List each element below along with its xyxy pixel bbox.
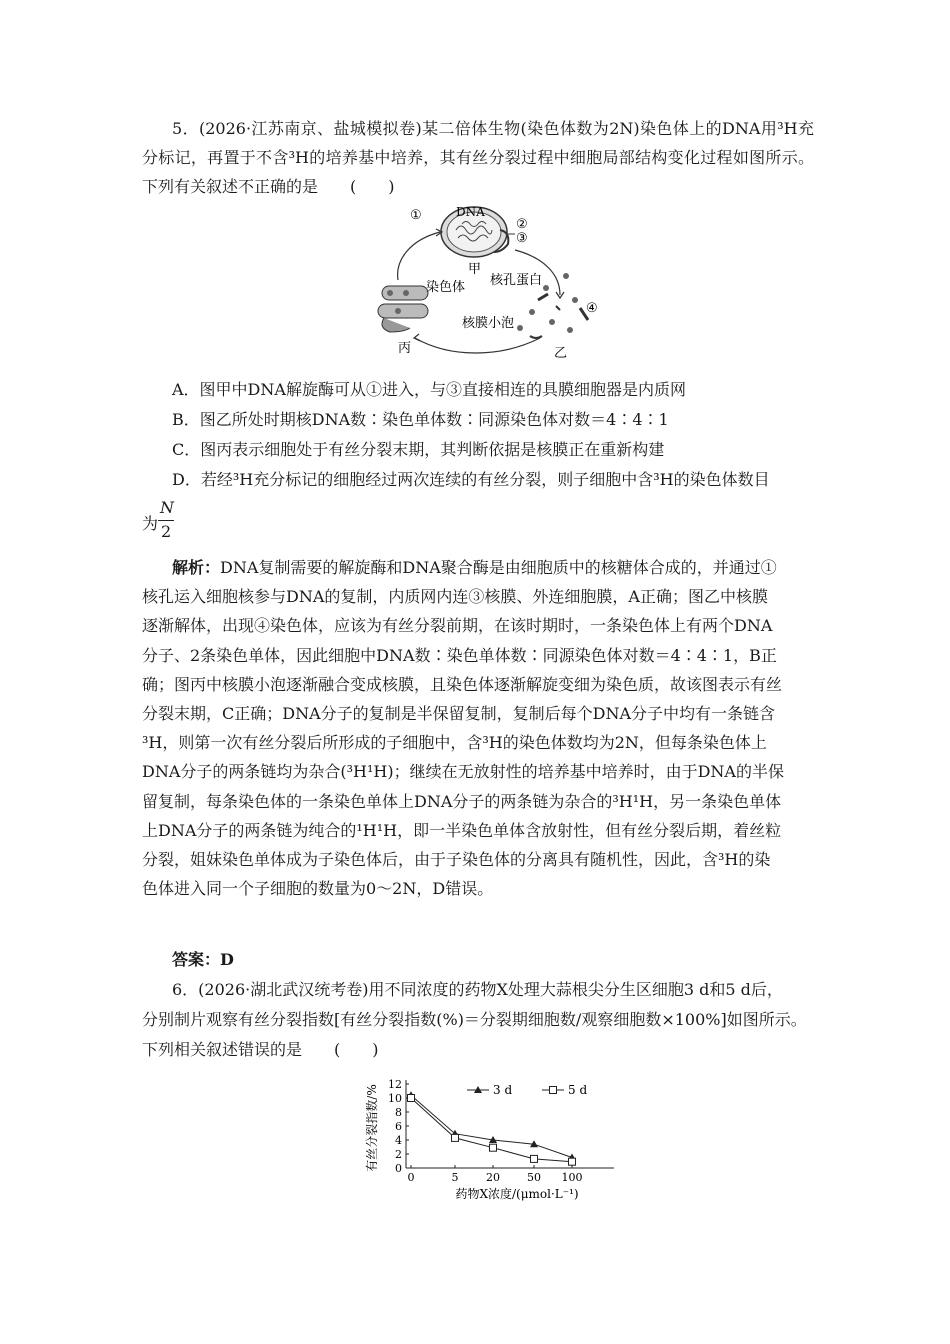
data-point-5d [569,1158,576,1165]
q5-answer: 答案：D [172,950,234,969]
analysis-label: 解析： [172,558,221,577]
data-point-5d [452,1134,459,1141]
option-d-prefix: 为 [142,514,159,533]
option-d-line1: D．若经³H充分标记的细胞经过两次连续的有丝分裂，则子细胞中含³H的染色体数目 [172,470,770,489]
x-tick-label: 20 [486,1171,500,1184]
fraction-denominator: 2 [161,522,172,541]
analysis-block [142,553,814,903]
option-a: A．图甲中DNA解旋酶可从①进入，与③直接相连的具膜细胞器是内质网 [172,380,686,399]
x-tick-label: 50 [527,1171,541,1184]
q6-stem-line-3: 下列相关叙述错误的是 ( ) [142,1040,379,1059]
y-tick-label: 4 [395,1134,402,1147]
y-tick-label: 8 [395,1106,402,1119]
analysis-line-11: 分裂，姐妹染色单体成为子染色体后，由于子染色体的分离具有随机性，因此，含³H的染 [142,850,771,870]
q6-stem-line-1: 6．(2026·湖北武汉统考卷)用不同浓度的药物X处理大蒜根尖分生区细胞3 d和5 d后， [172,980,783,999]
y-tick-label: 0 [395,1162,402,1175]
q6-stem-line-2: 分别制片观察有丝分裂指数[有丝分裂指数(%)＝分裂期细胞数/观察细胞数×100%]如图所示。 [142,1010,807,1029]
q5-stem: 5．(2026·江苏南京、盐城模拟卷)某二倍体生物(染色体数为2N)染色体上的DNA用³H充分标记，再置于不含³H的培养基中培养，其有丝分裂过程中细胞局部结构变化过程如图所示。下列有关叙述不正确的是 ( ) [142,119,814,196]
y-axis-label: 有丝分裂指数/% [365,1084,379,1172]
data-point-5d [531,1155,538,1162]
label-jia: 甲 [468,262,482,277]
data-point-5d [408,1095,415,1102]
analysis-line-12: 色体进入同一个子细胞的数量为0～2N，D错误。 [142,879,494,899]
y-tick-label: 12 [388,1078,402,1091]
mitotic-index-chart [362,1070,632,1210]
data-point-5d [490,1144,497,1151]
analysis-line-9: 留复制，每条染色体的一条染色单体上DNA分子的两条链为杂合的³H¹H，另一条染色单体 [142,791,782,811]
analysis-line-6: 分裂末期，C正确；DNA分子的复制是半保留复制，复制后每个DNA分子中均有一条链含 [142,704,776,724]
y-tick-label: 6 [395,1120,402,1133]
legend-marker-5d [550,1087,557,1094]
label-yi: 乙 [554,346,568,358]
label-c1: ① [410,208,422,223]
analysis-line-4: 分子、2条染色单体，因此细胞中DNA数∶染色单体数∶同源染色体对数＝4∶4∶1，B正 [142,645,777,665]
label-c2: ② [516,217,528,232]
analysis-line-10: 上DNA分子的两条链为纯合的¹H¹H，即一半染色单体含放射性，但有丝分裂后期，着丝粒 [142,820,782,840]
cell-cycle-figure [370,200,610,358]
option-c: C．图丙表示细胞处于有丝分裂末期，其判断依据是核膜正在重新构建 [172,440,665,459]
legend-label: 3 d [493,1083,513,1097]
chromosome-bing-icon [378,286,428,332]
analysis-line-5: 确；图丙中核膜小泡逐渐融合变成核膜，且染色体逐渐解旋变细为染色质，故该图表示有丝 [142,674,783,694]
label-dna: DNA [456,205,485,219]
label-pore-protein: 核孔蛋白 [490,273,543,288]
analysis-line-3: 逐渐解体，出现④染色体，应该为有丝分裂前期，在该时期时，一条染色体上有两个DNA [142,616,773,636]
analysis-line-1: 解析：DNA复制需要的解旋酶和DNA聚合酶是由细胞质中的核糖体合成的，并通过① [172,558,777,577]
x-axis-label: 药物X浓度/(μmol·L⁻¹) [455,1187,579,1201]
series-line-5d [411,1098,572,1162]
label-bing: 丙 [398,341,412,356]
analysis-line-8: DNA分子的两条链均为杂合(³H¹H)；继续在无放射性的培养基中培养时，由于DNA的半保 [142,762,784,782]
y-tick-label: 10 [388,1092,402,1105]
label-c3: ③ [516,231,528,246]
fraction-numerator: N [160,498,174,517]
legend-label: 5 d [568,1083,588,1097]
analysis-line-2: 核孔运入细胞核参与DNA的复制，内质网内连③核膜、外连细胞膜，A正确；图乙中核膜 [142,587,768,607]
y-tick-label: 2 [395,1148,402,1161]
x-tick-label: 0 [407,1171,415,1184]
option-b: B．图乙所处时期核DNA数∶染色单体数∶同源染色体对数＝4∶4∶1 [172,410,669,429]
label-c4: ④ [586,301,598,316]
label-chromosome: 染色体 [426,280,466,295]
x-tick-label: 5 [451,1171,459,1184]
fraction-bar [158,520,174,521]
x-tick-label: 100 [561,1171,583,1184]
analysis-line-7: ³H，则第一次有丝分裂后所形成的子细胞中，含³H的染色体数均为2N，但每条染色体上 [142,733,767,753]
label-vesicle: 核膜小泡 [462,316,515,331]
